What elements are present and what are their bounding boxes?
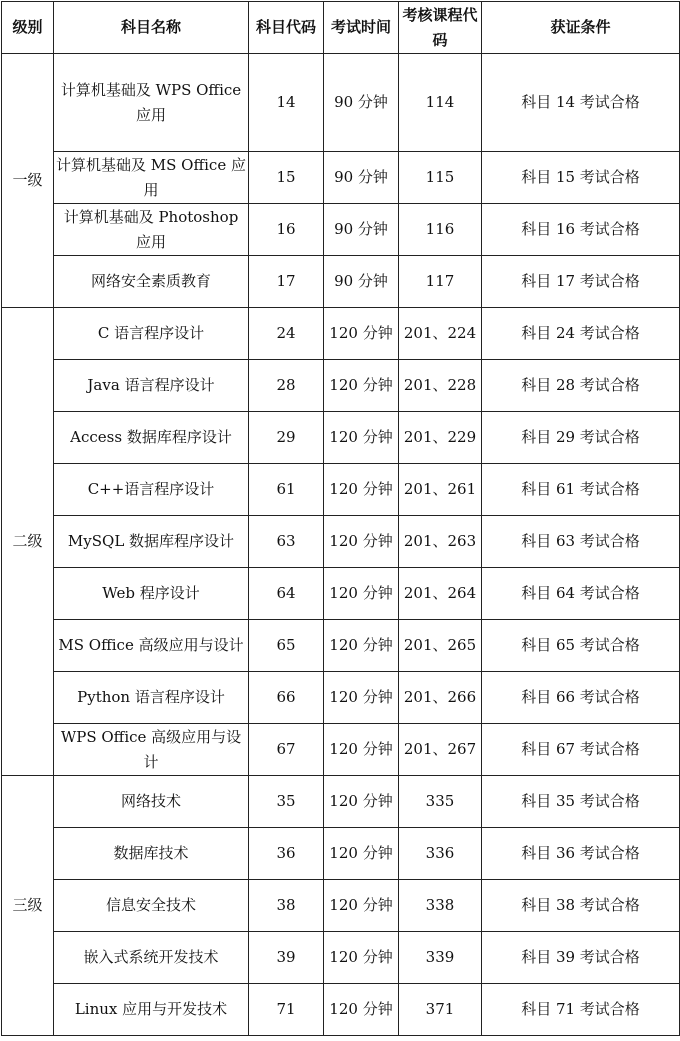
exam-time-cell: 120 分钟	[324, 672, 399, 724]
exam-time-cell: 90 分钟	[324, 204, 399, 256]
subject-name-cell: 计算机基础及 Photoshop 应用	[54, 204, 249, 256]
exam-time-cell: 120 分钟	[324, 412, 399, 464]
course-code-cell: 201、266	[399, 672, 482, 724]
course-code-cell: 114	[399, 54, 482, 152]
table-row	[2, 568, 680, 620]
subject-code-cell: 15	[249, 152, 324, 204]
subject-name-cell: Access 数据库程序设计	[54, 412, 249, 464]
table-body	[2, 54, 680, 1036]
certificate-condition-cell: 科目 65 考试合格	[482, 620, 680, 672]
certificate-condition-cell: 科目 24 考试合格	[482, 308, 680, 360]
subject-code-cell: 61	[249, 464, 324, 516]
subject-name-cell: Java 语言程序设计	[54, 360, 249, 412]
course-code-cell: 201、267	[399, 724, 482, 776]
table-row	[2, 360, 680, 412]
exam-time-cell: 120 分钟	[324, 360, 399, 412]
subject-code-cell: 38	[249, 880, 324, 932]
subject-code-cell: 64	[249, 568, 324, 620]
level-cell: 一级	[2, 54, 54, 308]
certificate-condition-cell: 科目 17 考试合格	[482, 256, 680, 308]
subject-name-cell: 嵌入式系统开发技术	[54, 932, 249, 984]
table-row	[2, 54, 680, 152]
exam-time-cell: 90 分钟	[324, 54, 399, 152]
exam-time-cell: 120 分钟	[324, 984, 399, 1036]
exam-time-cell: 120 分钟	[324, 620, 399, 672]
exam-time-cell: 120 分钟	[324, 880, 399, 932]
certificate-condition-cell: 科目 36 考试合格	[482, 828, 680, 880]
certificate-condition-cell: 科目 16 考试合格	[482, 204, 680, 256]
subject-code-cell: 17	[249, 256, 324, 308]
header-course-code: 考核课程代码	[399, 2, 482, 54]
course-code-cell: 116	[399, 204, 482, 256]
course-code-cell: 201、261	[399, 464, 482, 516]
subject-code-cell: 66	[249, 672, 324, 724]
subject-code-cell: 36	[249, 828, 324, 880]
exam-time-cell: 120 分钟	[324, 932, 399, 984]
subject-code-cell: 28	[249, 360, 324, 412]
subject-name-cell: WPS Office 高级应用与设计	[54, 724, 249, 776]
header-certificate-condition: 获证条件	[482, 2, 680, 54]
table-row	[2, 672, 680, 724]
table-row	[2, 152, 680, 204]
table-row	[2, 204, 680, 256]
course-code-cell: 201、264	[399, 568, 482, 620]
subject-name-cell: C++语言程序设计	[54, 464, 249, 516]
subject-code-cell: 71	[249, 984, 324, 1036]
course-code-cell: 338	[399, 880, 482, 932]
subject-code-cell: 24	[249, 308, 324, 360]
table-row	[2, 620, 680, 672]
table-row	[2, 724, 680, 776]
exam-subjects-table	[1, 1, 680, 1036]
subject-name-cell: MySQL 数据库程序设计	[54, 516, 249, 568]
exam-time-cell: 90 分钟	[324, 152, 399, 204]
certificate-condition-cell: 科目 71 考试合格	[482, 984, 680, 1036]
certificate-condition-cell: 科目 67 考试合格	[482, 724, 680, 776]
subject-name-cell: MS Office 高级应用与设计	[54, 620, 249, 672]
course-code-cell: 115	[399, 152, 482, 204]
table-row	[2, 776, 680, 828]
subject-name-cell: 计算机基础及 WPS Office 应用	[54, 54, 249, 152]
certificate-condition-cell: 科目 39 考试合格	[482, 932, 680, 984]
subject-code-cell: 67	[249, 724, 324, 776]
level-cell: 二级	[2, 308, 54, 776]
header-row	[2, 2, 680, 54]
subject-name-cell: 数据库技术	[54, 828, 249, 880]
certificate-condition-cell: 科目 63 考试合格	[482, 516, 680, 568]
header-exam-time: 考试时间	[324, 2, 399, 54]
subject-code-cell: 29	[249, 412, 324, 464]
certificate-condition-cell: 科目 66 考试合格	[482, 672, 680, 724]
subject-name-cell: 网络安全素质教育	[54, 256, 249, 308]
table-row	[2, 308, 680, 360]
table-row	[2, 880, 680, 932]
certificate-condition-cell: 科目 35 考试合格	[482, 776, 680, 828]
exam-time-cell: 120 分钟	[324, 776, 399, 828]
level-cell: 三级	[2, 776, 54, 1036]
certificate-condition-cell: 科目 64 考试合格	[482, 568, 680, 620]
certificate-condition-cell: 科目 14 考试合格	[482, 54, 680, 152]
exam-time-cell: 120 分钟	[324, 464, 399, 516]
exam-time-cell: 120 分钟	[324, 568, 399, 620]
table-row	[2, 828, 680, 880]
subject-name-cell: 计算机基础及 MS Office 应用	[54, 152, 249, 204]
subject-code-cell: 39	[249, 932, 324, 984]
course-code-cell: 201、265	[399, 620, 482, 672]
subject-name-cell: Python 语言程序设计	[54, 672, 249, 724]
certificate-condition-cell: 科目 29 考试合格	[482, 412, 680, 464]
header-level: 级别	[2, 2, 54, 54]
exam-time-cell: 90 分钟	[324, 256, 399, 308]
exam-time-cell: 120 分钟	[324, 308, 399, 360]
table-row	[2, 516, 680, 568]
subject-name-cell: 信息安全技术	[54, 880, 249, 932]
subject-name-cell: Linux 应用与开发技术	[54, 984, 249, 1036]
subject-code-cell: 16	[249, 204, 324, 256]
subject-code-cell: 14	[249, 54, 324, 152]
subject-code-cell: 65	[249, 620, 324, 672]
course-code-cell: 201、229	[399, 412, 482, 464]
subject-code-cell: 63	[249, 516, 324, 568]
certificate-condition-cell: 科目 15 考试合格	[482, 152, 680, 204]
table-row	[2, 932, 680, 984]
certificate-condition-cell: 科目 38 考试合格	[482, 880, 680, 932]
exam-time-cell: 120 分钟	[324, 828, 399, 880]
course-code-cell: 201、228	[399, 360, 482, 412]
subject-name-cell: Web 程序设计	[54, 568, 249, 620]
course-code-cell: 335	[399, 776, 482, 828]
subject-name-cell: C 语言程序设计	[54, 308, 249, 360]
exam-time-cell: 120 分钟	[324, 516, 399, 568]
table-row	[2, 464, 680, 516]
subject-code-cell: 35	[249, 776, 324, 828]
course-code-cell: 117	[399, 256, 482, 308]
course-code-cell: 339	[399, 932, 482, 984]
table-row	[2, 256, 680, 308]
course-code-cell: 371	[399, 984, 482, 1036]
certificate-condition-cell: 科目 28 考试合格	[482, 360, 680, 412]
course-code-cell: 336	[399, 828, 482, 880]
exam-time-cell: 120 分钟	[324, 724, 399, 776]
course-code-cell: 201、224	[399, 308, 482, 360]
table-row	[2, 412, 680, 464]
subject-name-cell: 网络技术	[54, 776, 249, 828]
course-code-cell: 201、263	[399, 516, 482, 568]
header-subject-name: 科目名称	[54, 2, 249, 54]
header-subject-code: 科目代码	[249, 2, 324, 54]
certificate-condition-cell: 科目 61 考试合格	[482, 464, 680, 516]
table-row	[2, 984, 680, 1036]
